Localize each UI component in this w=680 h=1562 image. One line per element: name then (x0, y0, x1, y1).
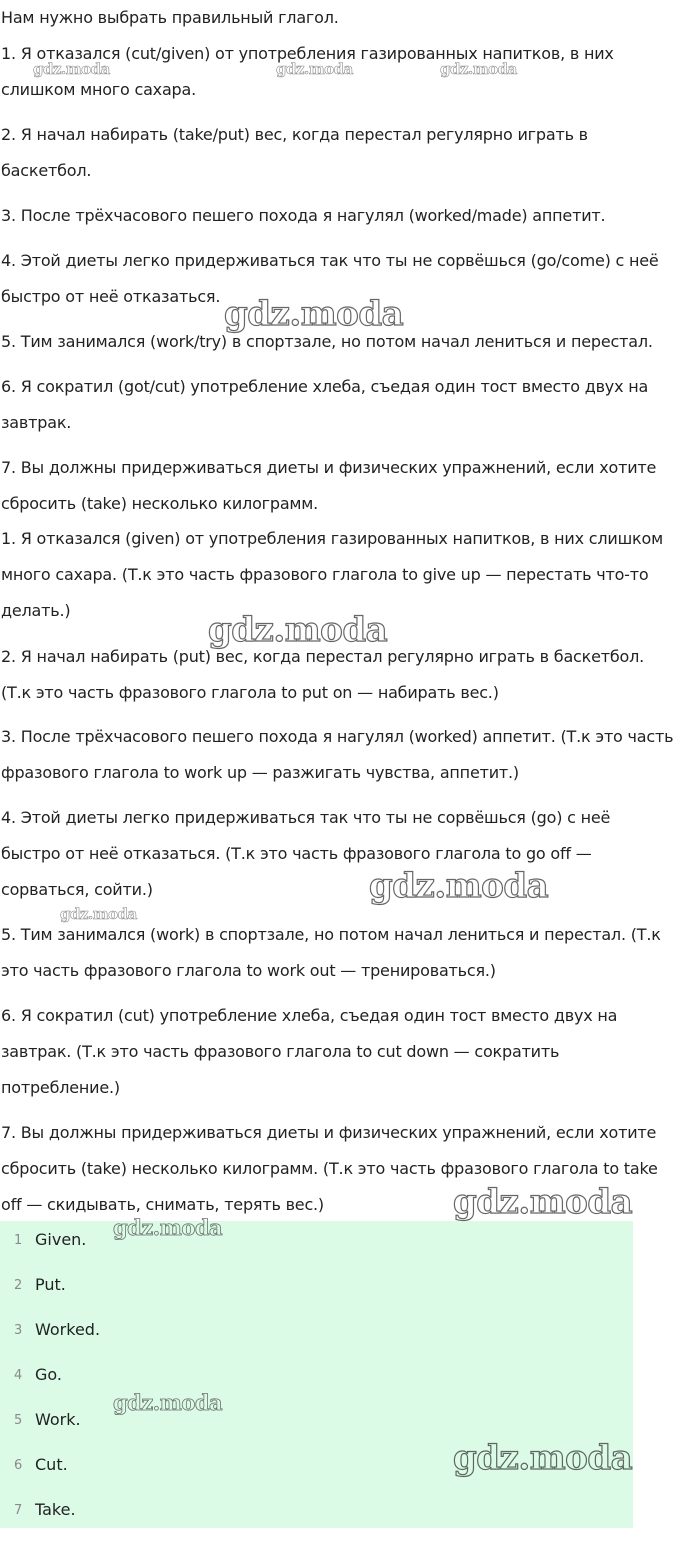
task-line: 3. После трёхчасового пешего похода я нагулял (worked/made) аппетит. (1, 206, 606, 225)
watermark: gdz.moda (369, 866, 549, 906)
task-line: 6. Я сократил (got/cut) употребление хлеба, съедая один тост вместо двух на (1, 377, 649, 396)
task-line: сбросить (take) несколько килограмм. (1, 494, 319, 513)
watermark: gdz.moda (113, 1215, 223, 1240)
answer-number: 3 (14, 1323, 23, 1338)
watermark: gdz.moda (60, 905, 137, 923)
watermark: gdz.moda (276, 60, 353, 78)
watermark: gdz.moda (453, 1438, 633, 1478)
explanation-line: 4. Этой диеты легко придерживаться так что ты не сорвёшься (go) с неё (1, 808, 611, 827)
answer-row (0, 1409, 633, 1433)
task-line: 2. Я начал набирать (take/put) вес, когда перестал регулярно играть в (1, 125, 588, 144)
explanation-line: сбросить (take) несколько килограмм. (Т.к это часть фразового глагола to take (1, 1159, 658, 1178)
watermark: gdz.moda (208, 610, 388, 650)
answer-text: Go. (35, 1365, 62, 1384)
answer-text: Put. (35, 1275, 66, 1294)
answer-number: 4 (14, 1368, 23, 1383)
answer-number: 2 (14, 1278, 23, 1293)
explanation-line: быстро от неё отказаться. (Т.к это часть фразового глагола to go off — (1, 844, 592, 863)
explanation-line: 3. После трёхчасового пешего похода я нагулял (worked) аппетит. (Т.к это часть (1, 727, 674, 746)
watermark: gdz.moda (33, 60, 110, 78)
explanation-line: 5. Тим занимался (work) в спортзале, но потом начал лениться и перестал. (Т.к (1, 925, 661, 944)
task-line: завтрак. (1, 413, 72, 432)
task-line: 5. Тим занимался (work/try) в спортзале, но потом начал лениться и перестал. (1, 332, 653, 351)
answer-text: Given. (35, 1230, 87, 1249)
task-line: 7. Вы должны придерживаться диеты и физических упражнений, если хотите (1, 458, 657, 477)
watermark: gdz.moda (224, 294, 404, 334)
intro-text: Нам нужно выбрать правильный глагол. (1, 8, 339, 27)
explanation-line: off — скидывать, снимать, терять вес.) (1, 1195, 324, 1214)
answer-number: 1 (14, 1233, 23, 1248)
answer-text: Worked. (35, 1320, 101, 1339)
answer-text: Work. (35, 1410, 81, 1429)
task-line: слишком много сахара. (1, 80, 196, 99)
answers-box (0, 1221, 633, 1528)
explanation-line: 7. Вы должны придерживаться диеты и физических упражнений, если хотите (1, 1123, 657, 1142)
task-line: 1. Я отказался (cut/given) от употребления газированных напитков, в них (1, 44, 614, 63)
explanation-line: (Т.к это часть фразового глагола to put on — набирать вес.) (1, 683, 499, 702)
answer-row (0, 1274, 633, 1298)
explanation-line: 2. Я начал набирать (put) вес, когда перестал регулярно играть в баскетбол. (1, 647, 645, 666)
explanation-line: это часть фразового глагола to work out — тренироваться.) (1, 961, 496, 980)
task-line: быстро от неё отказаться. (1, 287, 221, 306)
explanation-line: 6. Я сократил (cut) употребление хлеба, съедая один тост вместо двух на (1, 1006, 618, 1025)
explanation-line: сорваться, сойти.) (1, 880, 153, 899)
answer-number: 6 (14, 1458, 23, 1473)
explanation-line: 1. Я отказался (given) от употребления газированных напитков, в них слишком (1, 529, 663, 548)
answer-row (0, 1499, 633, 1523)
watermark: gdz.moda (113, 1390, 223, 1415)
watermark: gdz.moda (453, 1182, 633, 1222)
watermark: gdz.moda (440, 60, 517, 78)
explanation-line: фразового глагола to work up — разжигать чувства, аппетит.) (1, 763, 519, 782)
task-line: 4. Этой диеты легко придерживаться так что ты не сорвёшься (go/come) с неё (1, 251, 659, 270)
explanation-line: потребление.) (1, 1078, 120, 1097)
answer-number: 5 (14, 1413, 23, 1428)
task-line: баскетбол. (1, 161, 92, 180)
answer-number: 7 (14, 1503, 23, 1518)
answer-row (0, 1319, 633, 1343)
explanation-line: много сахара. (Т.к это часть фразового глагола to give up — перестать что-то (1, 565, 649, 584)
explanation-line: завтрак. (Т.к это часть фразового глагола to cut down — сократить (1, 1042, 560, 1061)
answer-row (0, 1364, 633, 1388)
answer-row (0, 1229, 633, 1253)
explanation-line: делать.) (1, 601, 71, 620)
answer-text: Take. (35, 1500, 76, 1519)
answer-text: Cut. (35, 1455, 68, 1474)
